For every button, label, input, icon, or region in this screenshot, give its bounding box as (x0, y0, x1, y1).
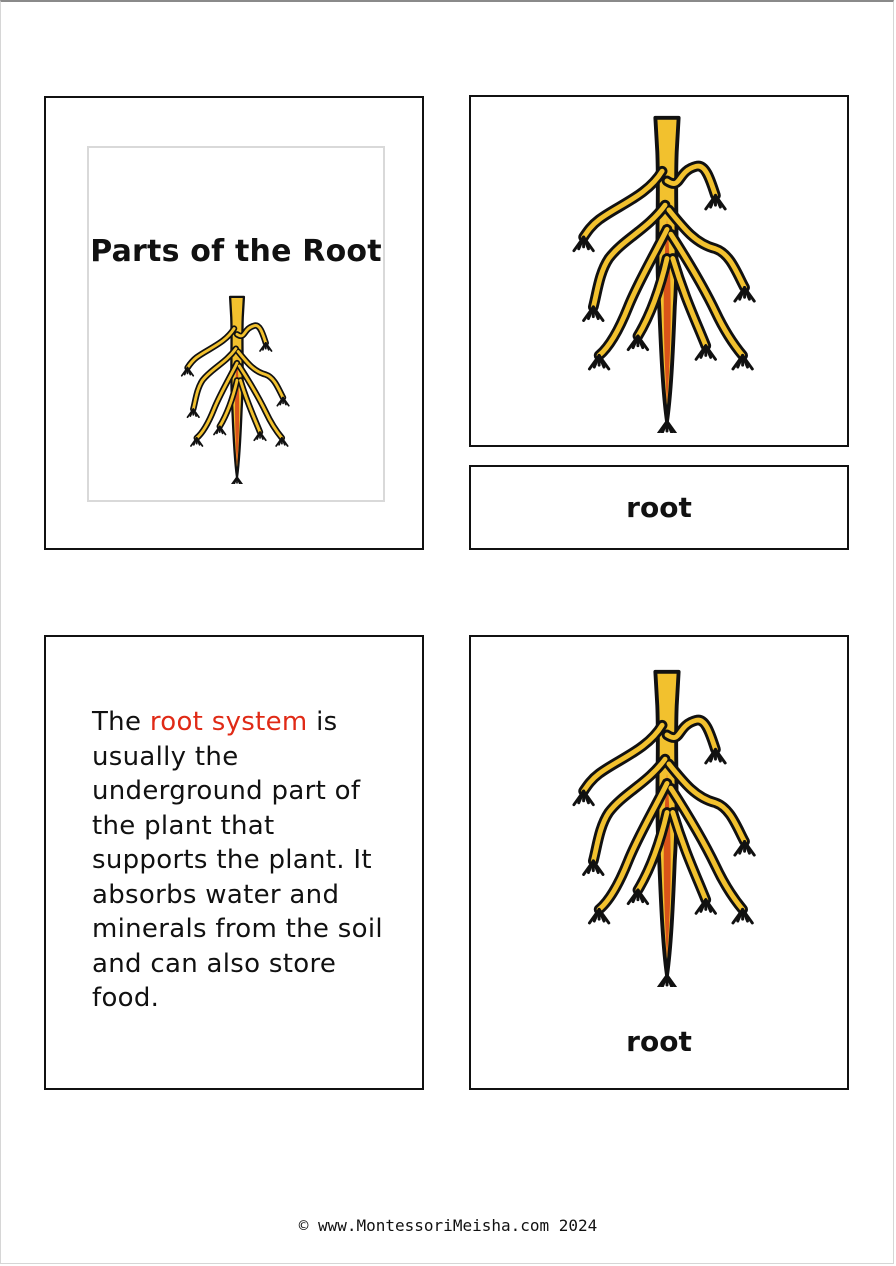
label-text: root (626, 491, 692, 524)
control-card (469, 635, 849, 1090)
title-card-frame (87, 146, 385, 502)
root-illustration (569, 113, 765, 433)
title-heading: Parts of the Root (90, 234, 382, 269)
label-card (469, 465, 849, 550)
definition-text (92, 705, 392, 1016)
definition-body: is usually the underground part of the plant that supports the plant. It absorbs water and minerals from the soil and can also store food. (92, 707, 383, 1013)
root-illustration-control (569, 667, 765, 987)
control-label-text: root (626, 1025, 692, 1058)
definition-card (44, 635, 424, 1090)
definition-highlight: root system (149, 707, 308, 737)
definition-lead: The (92, 707, 150, 737)
title-card (44, 96, 424, 550)
footer-copyright: © www.MontessoriMeisha.com 2024 (298, 1216, 598, 1235)
picture-card (469, 95, 849, 447)
root-illustration-small (177, 294, 297, 484)
